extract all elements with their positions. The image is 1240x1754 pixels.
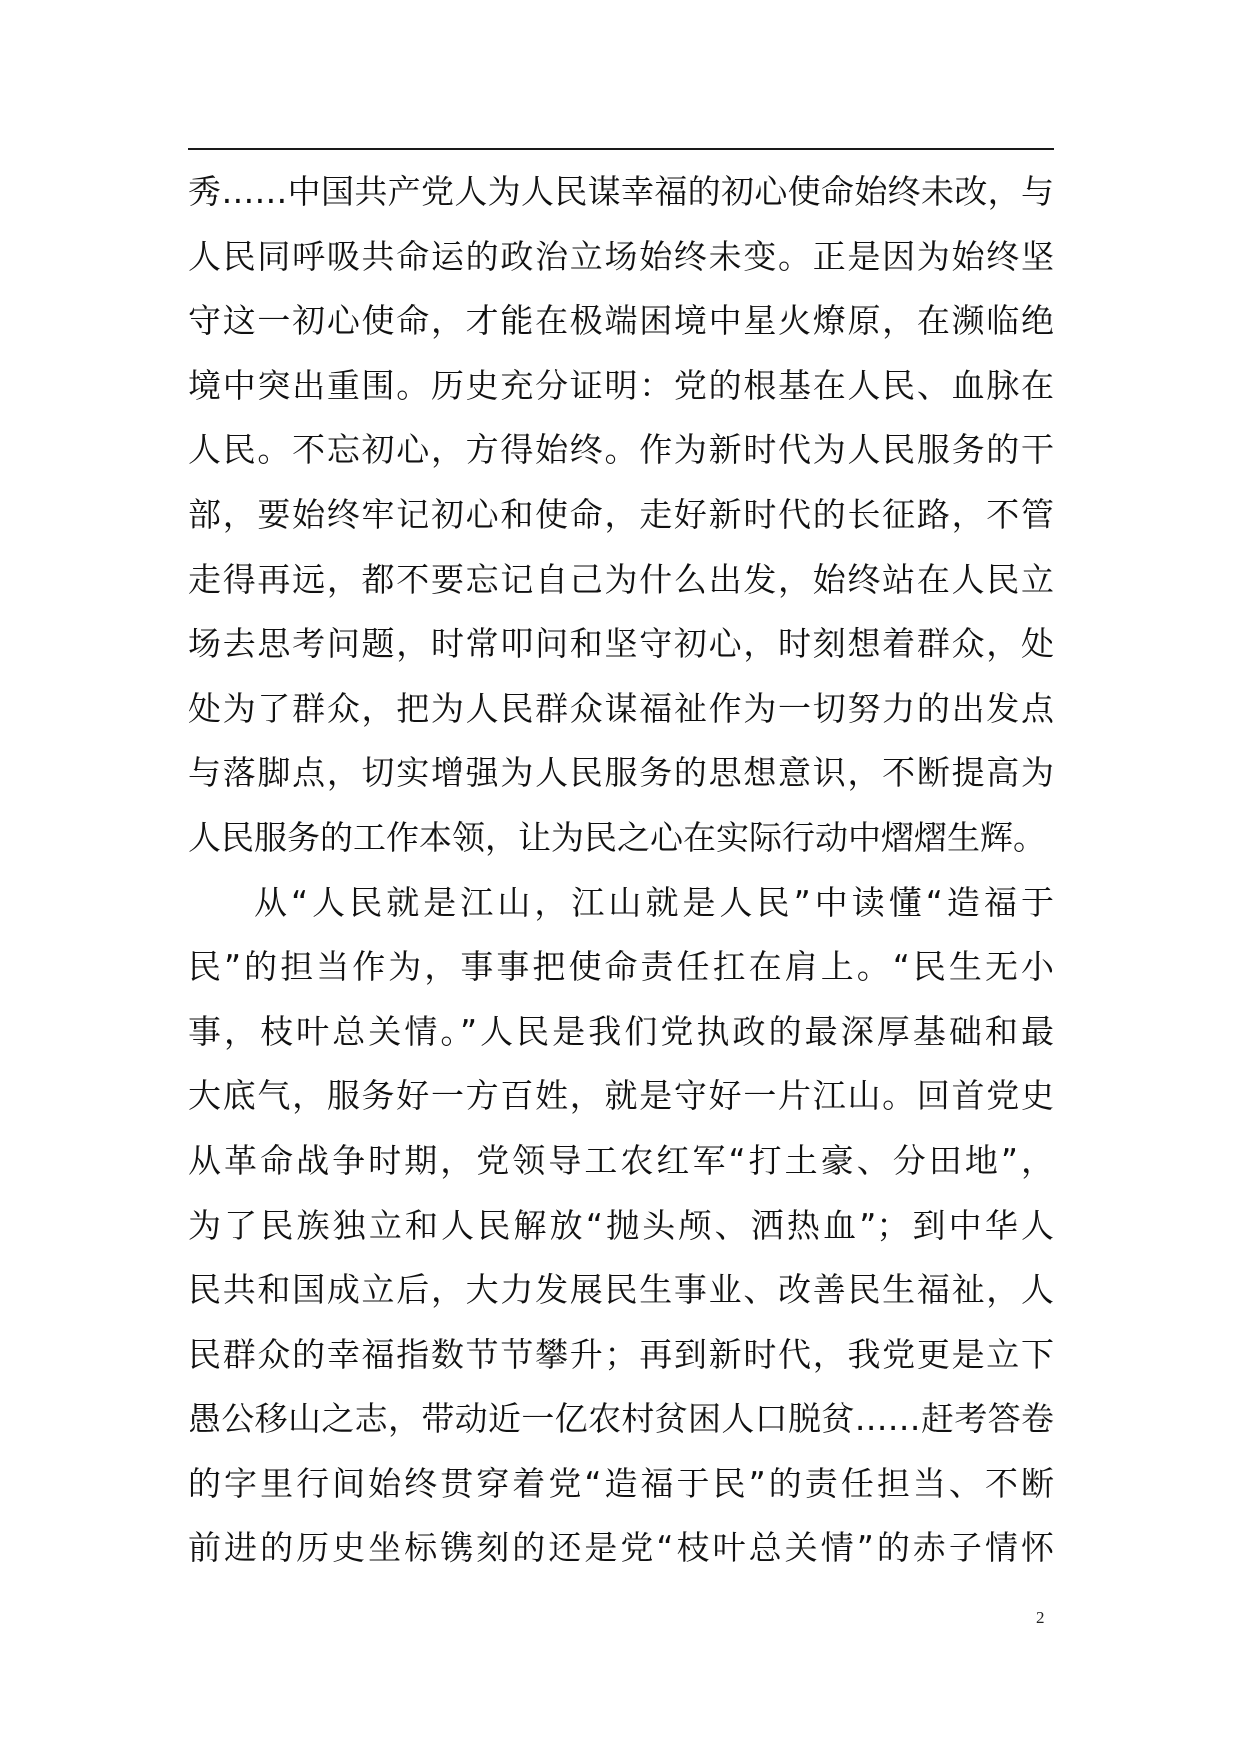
text-line: 人民服务的工作本领，让为民之心在实际行动中熠熠生辉。 bbox=[188, 817, 1046, 857]
text-line: 大底气，服务好一方百姓，就是守好一片江山。回首党史 bbox=[188, 1076, 1054, 1116]
text-line: 场去思考问题，时常叩问和坚守初心，时刻想着群众，处 bbox=[188, 624, 1054, 664]
text-line: 事，枝叶总关情。”人民是我们党执政的最深厚基础和最 bbox=[188, 1011, 1054, 1051]
page-number: 2 bbox=[1036, 1608, 1045, 1627]
text-line: 部，要始终牢记初心和使命，走好新时代的长征路，不管 bbox=[188, 494, 1054, 534]
text-line: 的字里行间始终贯穿着党“造福于民”的责任担当、不断 bbox=[188, 1463, 1054, 1503]
text-line: 秀……中国共产党人为人民谋幸福的初心使命始终未改，与 bbox=[188, 172, 1054, 211]
text-line: 境中突出重围。历史充分证明：党的根基在人民、血脉在 bbox=[188, 365, 1054, 405]
text-line: 与落脚点，切实增强为人民服务的思想意识，不断提高为 bbox=[188, 753, 1054, 793]
text-line: 民共和国成立后，大力发展民生事业、改善民生福祉，人 bbox=[188, 1270, 1054, 1310]
body-text bbox=[188, 160, 1054, 1581]
text-line: 处为了群众，把为人民群众谋福祉作为一切努力的出发点 bbox=[188, 688, 1054, 728]
text-line: 从革命战争时期，党领导工农红军“打土豪、分田地”， bbox=[188, 1140, 1054, 1180]
text-line: 人民同呼吸共命运的政治立场始终未变。正是因为始终坚 bbox=[188, 236, 1054, 276]
text-line: 守这一初心使命，才能在极端困境中星火燎原，在濒临绝 bbox=[188, 301, 1054, 341]
text-line: 人民。不忘初心，方得始终。作为新时代为人民服务的干 bbox=[188, 430, 1054, 470]
paragraph-first-line: 从“人民就是江山，江山就是人民”中读懂“造福于 bbox=[254, 882, 1054, 922]
text-line: 前进的历史坐标镌刻的还是党“枝叶总关情”的赤子情怀 bbox=[188, 1528, 1054, 1568]
text-line: 民”的担当作为，事事把使命责任扛在肩上。“民生无小 bbox=[188, 947, 1054, 987]
text-line: 走得再远，都不要忘记自己为什么出发，始终站在人民立 bbox=[188, 559, 1054, 599]
text-line: 民群众的幸福指数节节攀升；再到新时代，我党更是立下 bbox=[188, 1334, 1054, 1374]
text-line: 愚公移山之志，带动近一亿农村贫困人口脱贫……赶考答卷 bbox=[188, 1399, 1054, 1439]
header-rule bbox=[188, 148, 1054, 150]
text-line: 为了民族独立和人民解放“抛头颅、洒热血”；到中华人 bbox=[188, 1205, 1054, 1245]
